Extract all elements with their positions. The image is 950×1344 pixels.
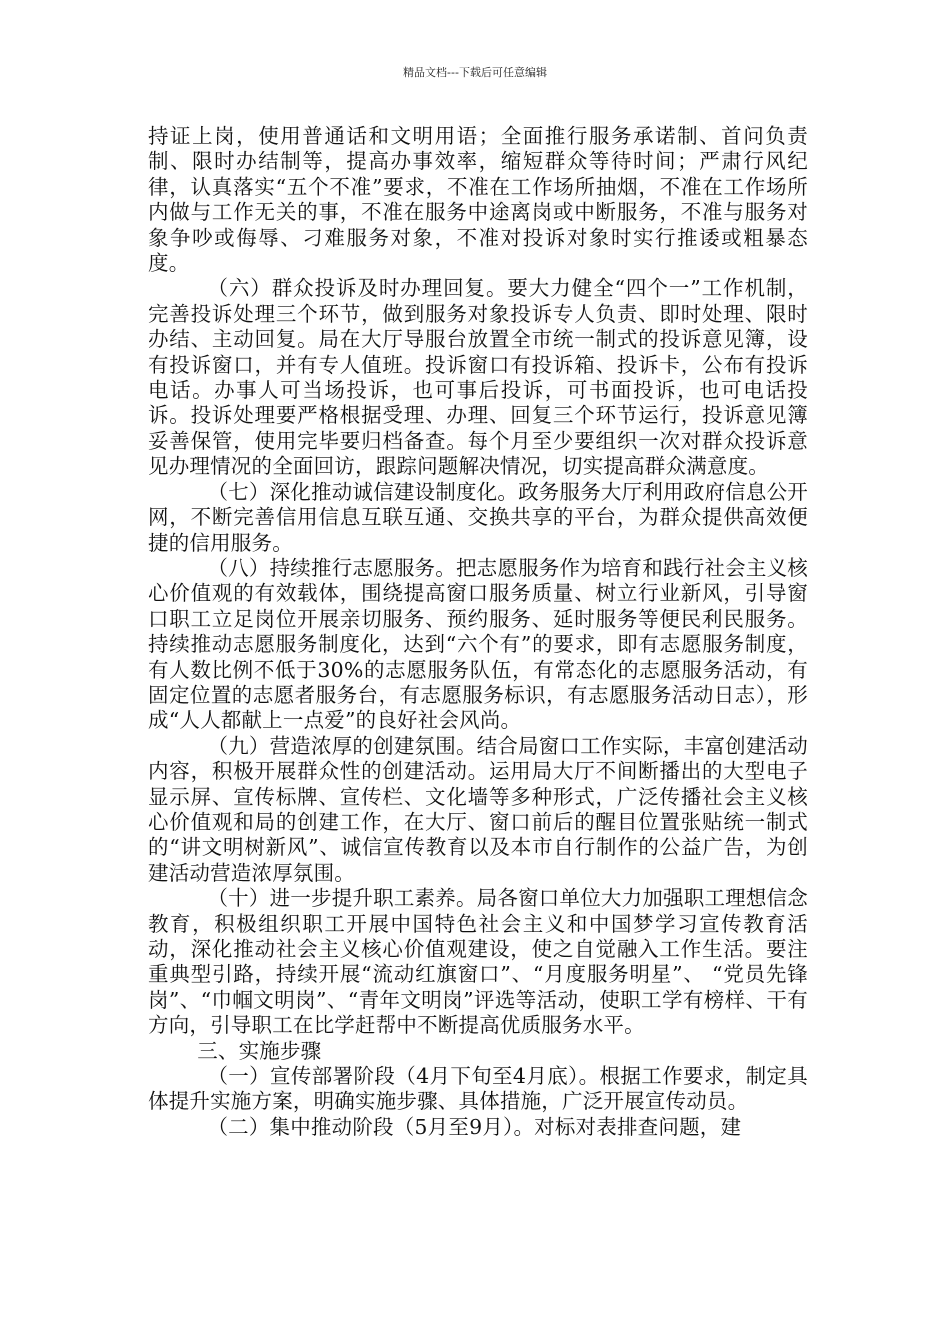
paragraph-service-discipline: 持证上岗，使用普通话和文明用语；全面推行服务承诺制、首问负责制、限时办结制等，提高办事效率，缩短群众等待时间；严肃行风纪律，认真落实“五个不准”要求，不准在工作场所抽烟，不准在工作场所内做与工作无关的事，不准在服务中途离岗或中断服务，不准与服务对象争吵或侮辱、刁难服务对象，不准对投诉对象时实行推诿或粗暴态度。 [148,124,808,276]
paragraph-step-2: （二）集中推动阶段（5月至9月）。对标对表排查问题，建 [207,1114,742,1139]
paragraph-section-8: （八）持续推行志愿服务。把志愿服务作为培育和践行社会主义核心价值观的有效载体，围绕提高窗口服务质量、树立行业新风，引导窗口职工立足岗位开展亲切服务、预约服务、延时服务等便民利民服务。持续推动志愿服务制度化，达到“六个有”的要求，即有志愿服务制度，有人数比例不低于30%的志愿服务队伍，有常态化的志愿服务活动，有固定位置的志愿者服务台，有志愿服务标识，有志愿服务活动日志），形成“人人都献上一点爱”的良好社会风尚。 [148,555,808,733]
section-heading-steps: 三、实施步骤 [197,1038,322,1063]
document-body [148,124,808,1140]
paragraph-section-10: （十）进一步提升职工素养。局各窗口单位大力加强职工理想信念教育，积极组织职工开展中国特色社会主义和中国梦学习宣传教育活动，深化推动社会主义核心价值观建设，使之自觉融入工作生活。要注重典型引路，持续开展“流动红旗窗口”、“月度服务明星”、 “党员先锋岗”、“巾帼文明岗”、“青年文明岗”评选等活动，使职工学有榜样、干有方向，引导职工在比学赶帮中不断提高优质服务水平。 [148,886,808,1038]
paragraph-section-7: （七）深化推动诚信建设制度化。政务服务大厅利用政府信息公开网，不断完善信用信息互联互通、交换共享的平台，为群众提供高效便捷的信用服务。 [148,479,808,555]
paragraph-section-6: （六）群众投诉及时办理回复。要大力健全“四个一”工作机制，完善投诉处理三个环节，做到服务对象投诉专人负责、即时处理、限时办结、主动回复。局在大厅导服台放置全市统一制式的投诉意见簿，设有投诉窗口，并有专人值班。投诉窗口有投诉箱、投诉卡，公布有投诉电话。办事人可当场投诉，也可事后投诉，可书面投诉，也可电话投诉。投诉处理要严格根据受理、办理、回复三个环节运行，投诉意见簿妥善保管，使用完毕要归档备查。每个月至少要组织一次对群众投诉意见办理情况的全面回访，跟踪问题解决情况，切实提高群众满意度。 [148,276,808,479]
paragraph-section-9: （九）营造浓厚的创建氛围。结合局窗口工作实际，丰富创建活动内容，积极开展群众性的创建活动。运用局大厅不间断播出的大型电子显示屏、宣传标牌、宣传栏、文化墙等多种形式，广泛传播社会主义核心价值观和局的创建工作，在大厅、窗口前后的醒目位置张贴统一制式的“讲文明树新风”、诚信宣传教育以及本市自行制作的公益广告，为创建活动营造浓厚氛围。 [148,733,808,885]
page-header: 精品文档---下载后可任意编辑 [403,66,547,79]
paragraph-step-1: （一）宣传部署阶段（4月下旬至4月底）。根据工作要求，制定具体提升实施方案，明确实施步骤、具体措施，广泛开展宣传动员。 [148,1064,808,1114]
